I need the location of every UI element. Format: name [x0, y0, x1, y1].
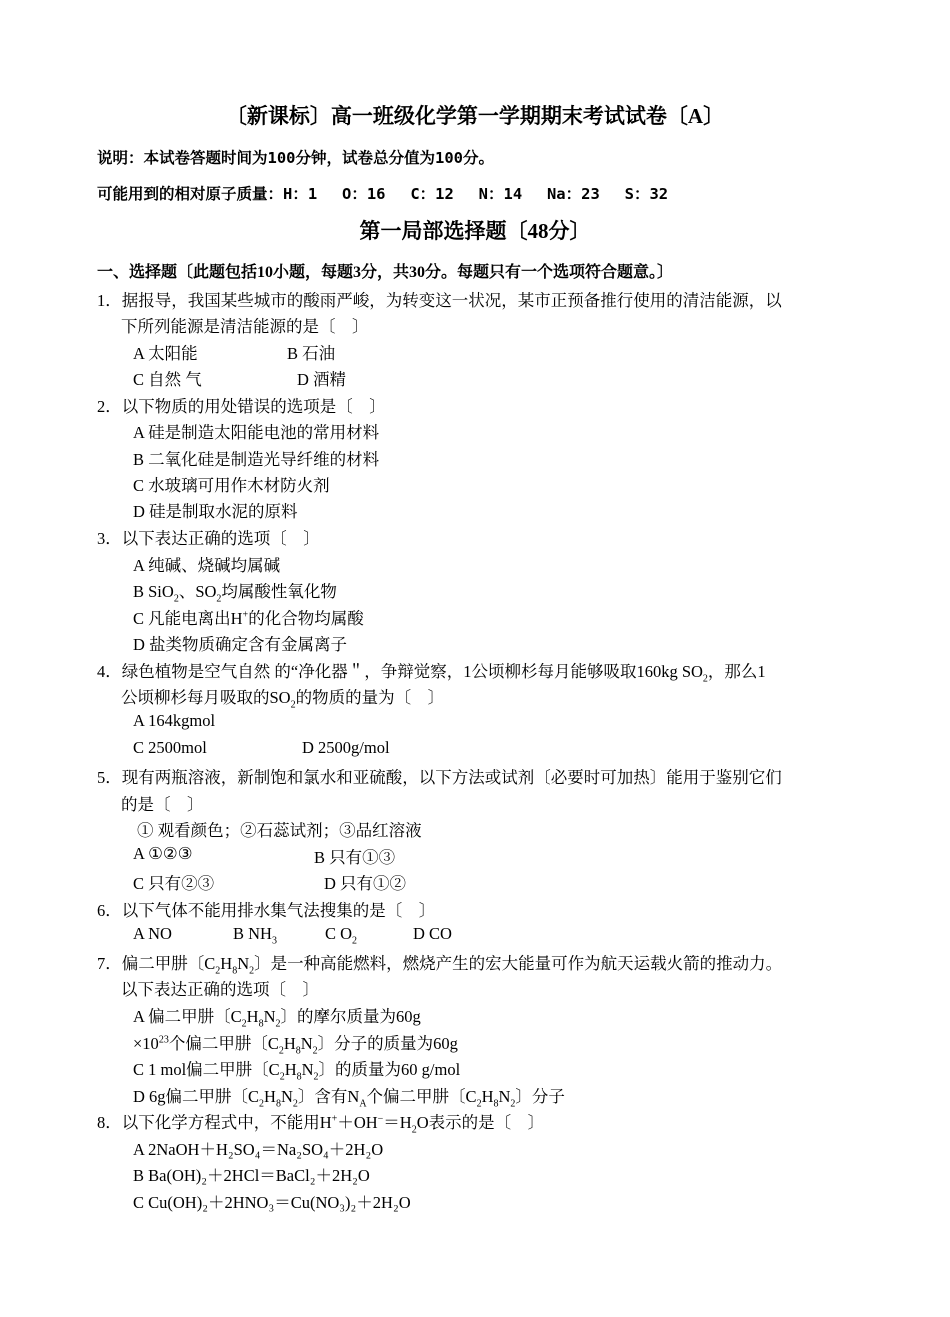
question-4-option-d: D 2500g/mol [302, 738, 390, 757]
question-2-text: 2．以下物质的用处错误的选项是〔 〕 [97, 397, 386, 416]
atomic-masses: 可能用到的相对原子质量：H：1 O：16 C：12 N：14 Na：23 S：32 [97, 185, 669, 203]
question-1-option-c: C 自然 气 [133, 370, 202, 389]
page-title: 〔新课标〕高一班级化学第一学期期末考试试卷〔A〕 [225, 104, 725, 128]
question-2-option-a: A 硅是制造太阳能电池的常用材料 [133, 423, 380, 442]
question-3-option-b: B SiO$_2$、$SO_2$均属酸性氧化物 [133, 582, 337, 605]
question-1-option-b: B 石油 [287, 344, 336, 363]
question-7-option-a: A 偏二甲肼〔$C_2H_8N_2$〕的摩尔质量为60g [133, 1007, 421, 1030]
question-1-option-d: D 酒精 [297, 370, 347, 389]
question-2-option-d: D 硅是制取水泥的原料 [133, 502, 298, 521]
section-title: 第一局部选择题〔48分〕 [359, 219, 591, 243]
question-4-text-cont: 公顷柳杉每月吸取的$SO_2$的物质的量为〔 〕 [121, 688, 445, 711]
question-5-text: 5．现有两瓶溶液，新制饱和氯水和亚硫酸，以下方法或试剂〔必要时可加热〕能用于鉴别它们 [97, 768, 782, 787]
question-4-text: 4．绿色植物是空气自然 的“净化器＂，争辩觉察，1公顷柳杉每月能够吸取160kg $SO_2$，那么1 [97, 662, 766, 685]
question-3-option-a: A 纯碱、烧碱均属碱 [133, 556, 281, 575]
question-8-option-b: B Ba(OH)₂＋2HCl＝BaCl₂＋2H₂O [133, 1166, 370, 1185]
question-5-option-a: A ①②③ [133, 844, 193, 863]
question-7-option-d: D 6g偏二甲肼〔$C_2H_8N_2$〕含有$N_A$个偏二甲肼〔$C_2H_8N_2$〕分子 [133, 1087, 565, 1110]
exam-instructions: 说明：本试卷答题时间为100分钟，试卷总分值为100分。 [97, 149, 494, 167]
question-1-option-a: A 太阳能 [133, 344, 198, 363]
question-8-option-c: C Cu(OH)₂＋2HNO₃＝Cu(NO₃)₂＋2H₂O [133, 1193, 411, 1212]
question-8-text: 8．以下化学方程式中，不能用$H^++OH^-=H_2O$表示的是〔 〕 [97, 1113, 545, 1136]
question-6-text: 6．以下气体不能用排水集气法搜集的是〔 〕 [97, 901, 436, 920]
question-1-text: 1．据报导，我国某些城市的酸雨严峻，为转变这一状况，某市正预备推行使用的清洁能源，以 [97, 291, 782, 310]
question-6-option-c: C $O_2$ [325, 924, 358, 947]
section-instructions: 一、选择题〔此题包括10小题，每题3分，共30分。每题只有一个选项符合题意。〕 [97, 264, 674, 281]
question-3-text: 3．以下表达正确的选项〔 〕 [97, 529, 320, 548]
question-5-methods: ① 观看颜色；②石蕊试剂；③品红溶液 [137, 821, 422, 840]
question-5-option-c: C 只有②③ [133, 874, 215, 893]
question-5-text-cont: 的是〔 〕 [121, 795, 204, 814]
question-5-option-d: D 只有①② [324, 874, 407, 893]
question-3-option-c: C 凡能电离出H+的化合物均属酸 [133, 609, 364, 628]
question-6-option-a: A NO [133, 924, 172, 943]
question-4-option-a: A 164kgmol [133, 711, 216, 730]
question-6-option-d: D CO [413, 924, 452, 943]
question-2-option-b: B 二氧化硅是制造光导纤维的材料 [133, 450, 380, 469]
question-1-text-cont: 下所列能源是清洁能源的是〔 〕 [121, 317, 369, 336]
question-8-option-a: A 2NaOH＋H₂SO₄＝Na₂SO₄＋2H₂O [133, 1140, 384, 1159]
question-7-text-cont: 以下表达正确的选项〔 〕 [121, 980, 319, 999]
question-2-option-c: C 水玻璃可用作木材防火剂 [133, 476, 330, 495]
question-7-option-c: C 1 mol偏二甲肼〔$C_2H_8N_2$〕的质量为60 g/mol [133, 1060, 461, 1083]
question-3-option-d: D 盐类物质确定含有金属离子 [133, 635, 348, 654]
question-7-option-b: $\times 10^{23}$个偏二甲肼〔$C_2H_8N_2$〕分子的质量为60g [133, 1034, 458, 1057]
question-7-text: 7．偏二甲肼〔$C_2H_8N_2$〕是一种高能燃料，燃烧产生的宏大能量可作为航天运载火箭的推动力。 [97, 954, 783, 977]
question-6-option-b: B $NH_3$ [233, 924, 277, 947]
question-5-option-b: B 只有①③ [314, 848, 396, 867]
question-4-option-c: C 2500mol [133, 738, 207, 757]
